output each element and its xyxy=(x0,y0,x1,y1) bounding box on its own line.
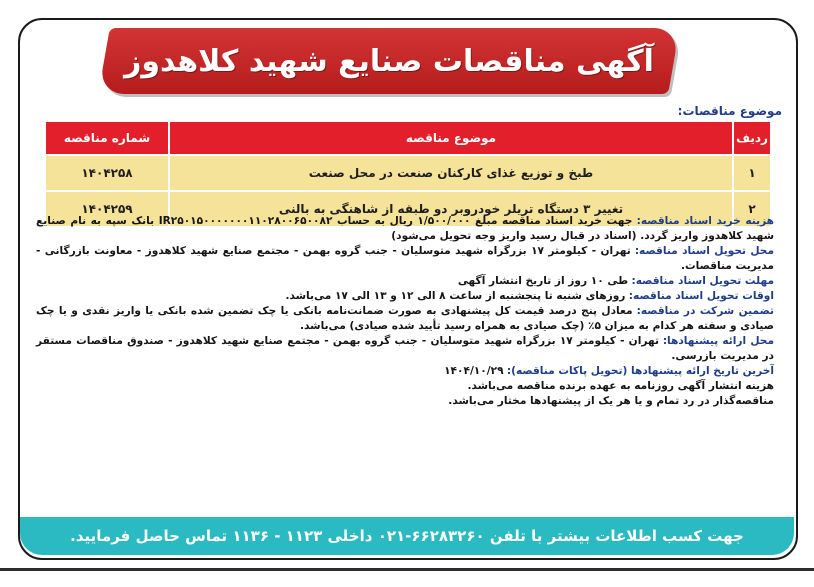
reject-paragraph xyxy=(36,394,774,409)
hours-label: اوقات تحویل اسناد مناقصه: xyxy=(628,290,774,302)
row-index: ۱ xyxy=(733,155,771,191)
row-subject: تغییر ۳ دستگاه تریلر خودروبر دو طبقه از شاهنگی به بالنی xyxy=(169,191,733,227)
delivery-place-text: تهران - کیلومتر ۱۷ بزرگراه شهید متوسلیان - جنب گروه بهمن - مجتمع صنایع شهید کلاهدوز - معاونت بازرگانی - مدیریت مناقصات. xyxy=(36,245,774,272)
hours-text: روزهای شنبه تا پنجشنبه از ساعت ۸ الی ۱۲ و ۱۳ الی ۱۷ می‌باشد. xyxy=(285,290,626,302)
bottom-divider xyxy=(0,568,814,587)
last-date-paragraph xyxy=(36,364,774,379)
proposal-place-text: تهران - کیلومتر ۱۷ بزرگراه شهید متوسلیان - جنب گروه بهمن - مجتمع صنایع شهید کلاهدوز - صندوق مناقصات مستقر در مدیریت بازرسی. xyxy=(36,335,774,362)
reject-text: مناقصه‌گذار در رد تمام و یا هر یک از پیشنهادها مختار می‌باشد. xyxy=(448,395,774,407)
table-header-row xyxy=(45,121,771,155)
header-subject: موضوع مناقصه xyxy=(169,121,733,155)
last-date-value: ۱۴۰۴/۱۰/۲۹ xyxy=(444,365,504,377)
header-row-number: ردیف xyxy=(733,121,771,155)
proposal-place-paragraph xyxy=(36,334,774,364)
row-tender-number: ۱۴۰۴۲۵۹ xyxy=(45,191,169,227)
delivery-place-label: محل تحویل اسناد مناقصه: xyxy=(634,245,775,257)
delivery-place-paragraph xyxy=(36,244,774,274)
footer-text: جهت کسب اطلاعات بیشتر با تلفن ۶۶۲۸۳۲۶۰-۰۲۱ داخلی ۱۱۲۳ - ۱۱۳۶ تماس حاصل فرمایید. xyxy=(70,527,744,545)
purchase-cost-text: جهت خرید اسناد مناقصه مبلغ ۱/۵۰۰/۰۰۰ ریال به حساب IR۲۵۰۱۵۰۰۰۰۰۰۰۱۱۰۲۸۰۰۶۵۰۰۸۲ بانک سپه به نام صنایع شهید کلاهدوز واریز گردد. (اسناد در قبال رسید واریز وجه تحویل می‌شود) xyxy=(36,215,774,242)
purchase-cost-paragraph xyxy=(36,214,774,244)
ad-details xyxy=(36,214,774,409)
purchase-cost-label: هزینه خرید اسناد مناقصه: xyxy=(636,215,775,227)
row-index: ۲ xyxy=(733,191,771,227)
proposal-place-label: محل ارائه پیشنهادها: xyxy=(662,335,774,347)
deadline-text: طی ۱۰ روز از تاریخ انتشار آگهی xyxy=(457,275,629,287)
row-subject: طبخ و توزیع غذای کارکنان صنعت در محل صنعت xyxy=(169,155,733,191)
contact-footer xyxy=(20,517,794,555)
guarantee-paragraph xyxy=(36,304,774,334)
subject-label: موضوع مناقصات: xyxy=(677,104,782,118)
header-tender-number: شماره مناقصه xyxy=(45,121,169,155)
guarantee-text: معادل پنج درصد قیمت کل پیشنهادی به صورت ضمانت‌نامه بانکی یا چک تضمین شده بانکی یا واریز نقدی و یا چک صیادی و سفته هر کدام به میزان ۵٪ (چک صیادی به همراه رسید تأیید شده صیادی) می‌باشد. xyxy=(36,305,774,332)
hours-paragraph xyxy=(36,289,774,304)
deadline-paragraph xyxy=(36,274,774,289)
last-date-label: آخرین تاریخ ارائه پیشنهادها (تحویل پاکات مناقصه): xyxy=(506,365,774,377)
deadline-label: مهلت تحویل اسناد مناقصه: xyxy=(631,275,774,287)
row-tender-number: ۱۴۰۴۲۵۸ xyxy=(45,155,169,191)
tenders-table xyxy=(44,120,775,228)
ad-cost-text: هزینه انتشار آگهی روزنامه به عهده برنده مناقصه می‌باشد. xyxy=(467,380,774,392)
ad-cost-paragraph xyxy=(36,379,774,394)
guarantee-label: تضمین شرکت در مناقصه: xyxy=(636,305,774,317)
table-row xyxy=(45,155,771,191)
ad-title: آگهی مناقصات صنایع شهید کلاهدوز xyxy=(124,43,654,79)
